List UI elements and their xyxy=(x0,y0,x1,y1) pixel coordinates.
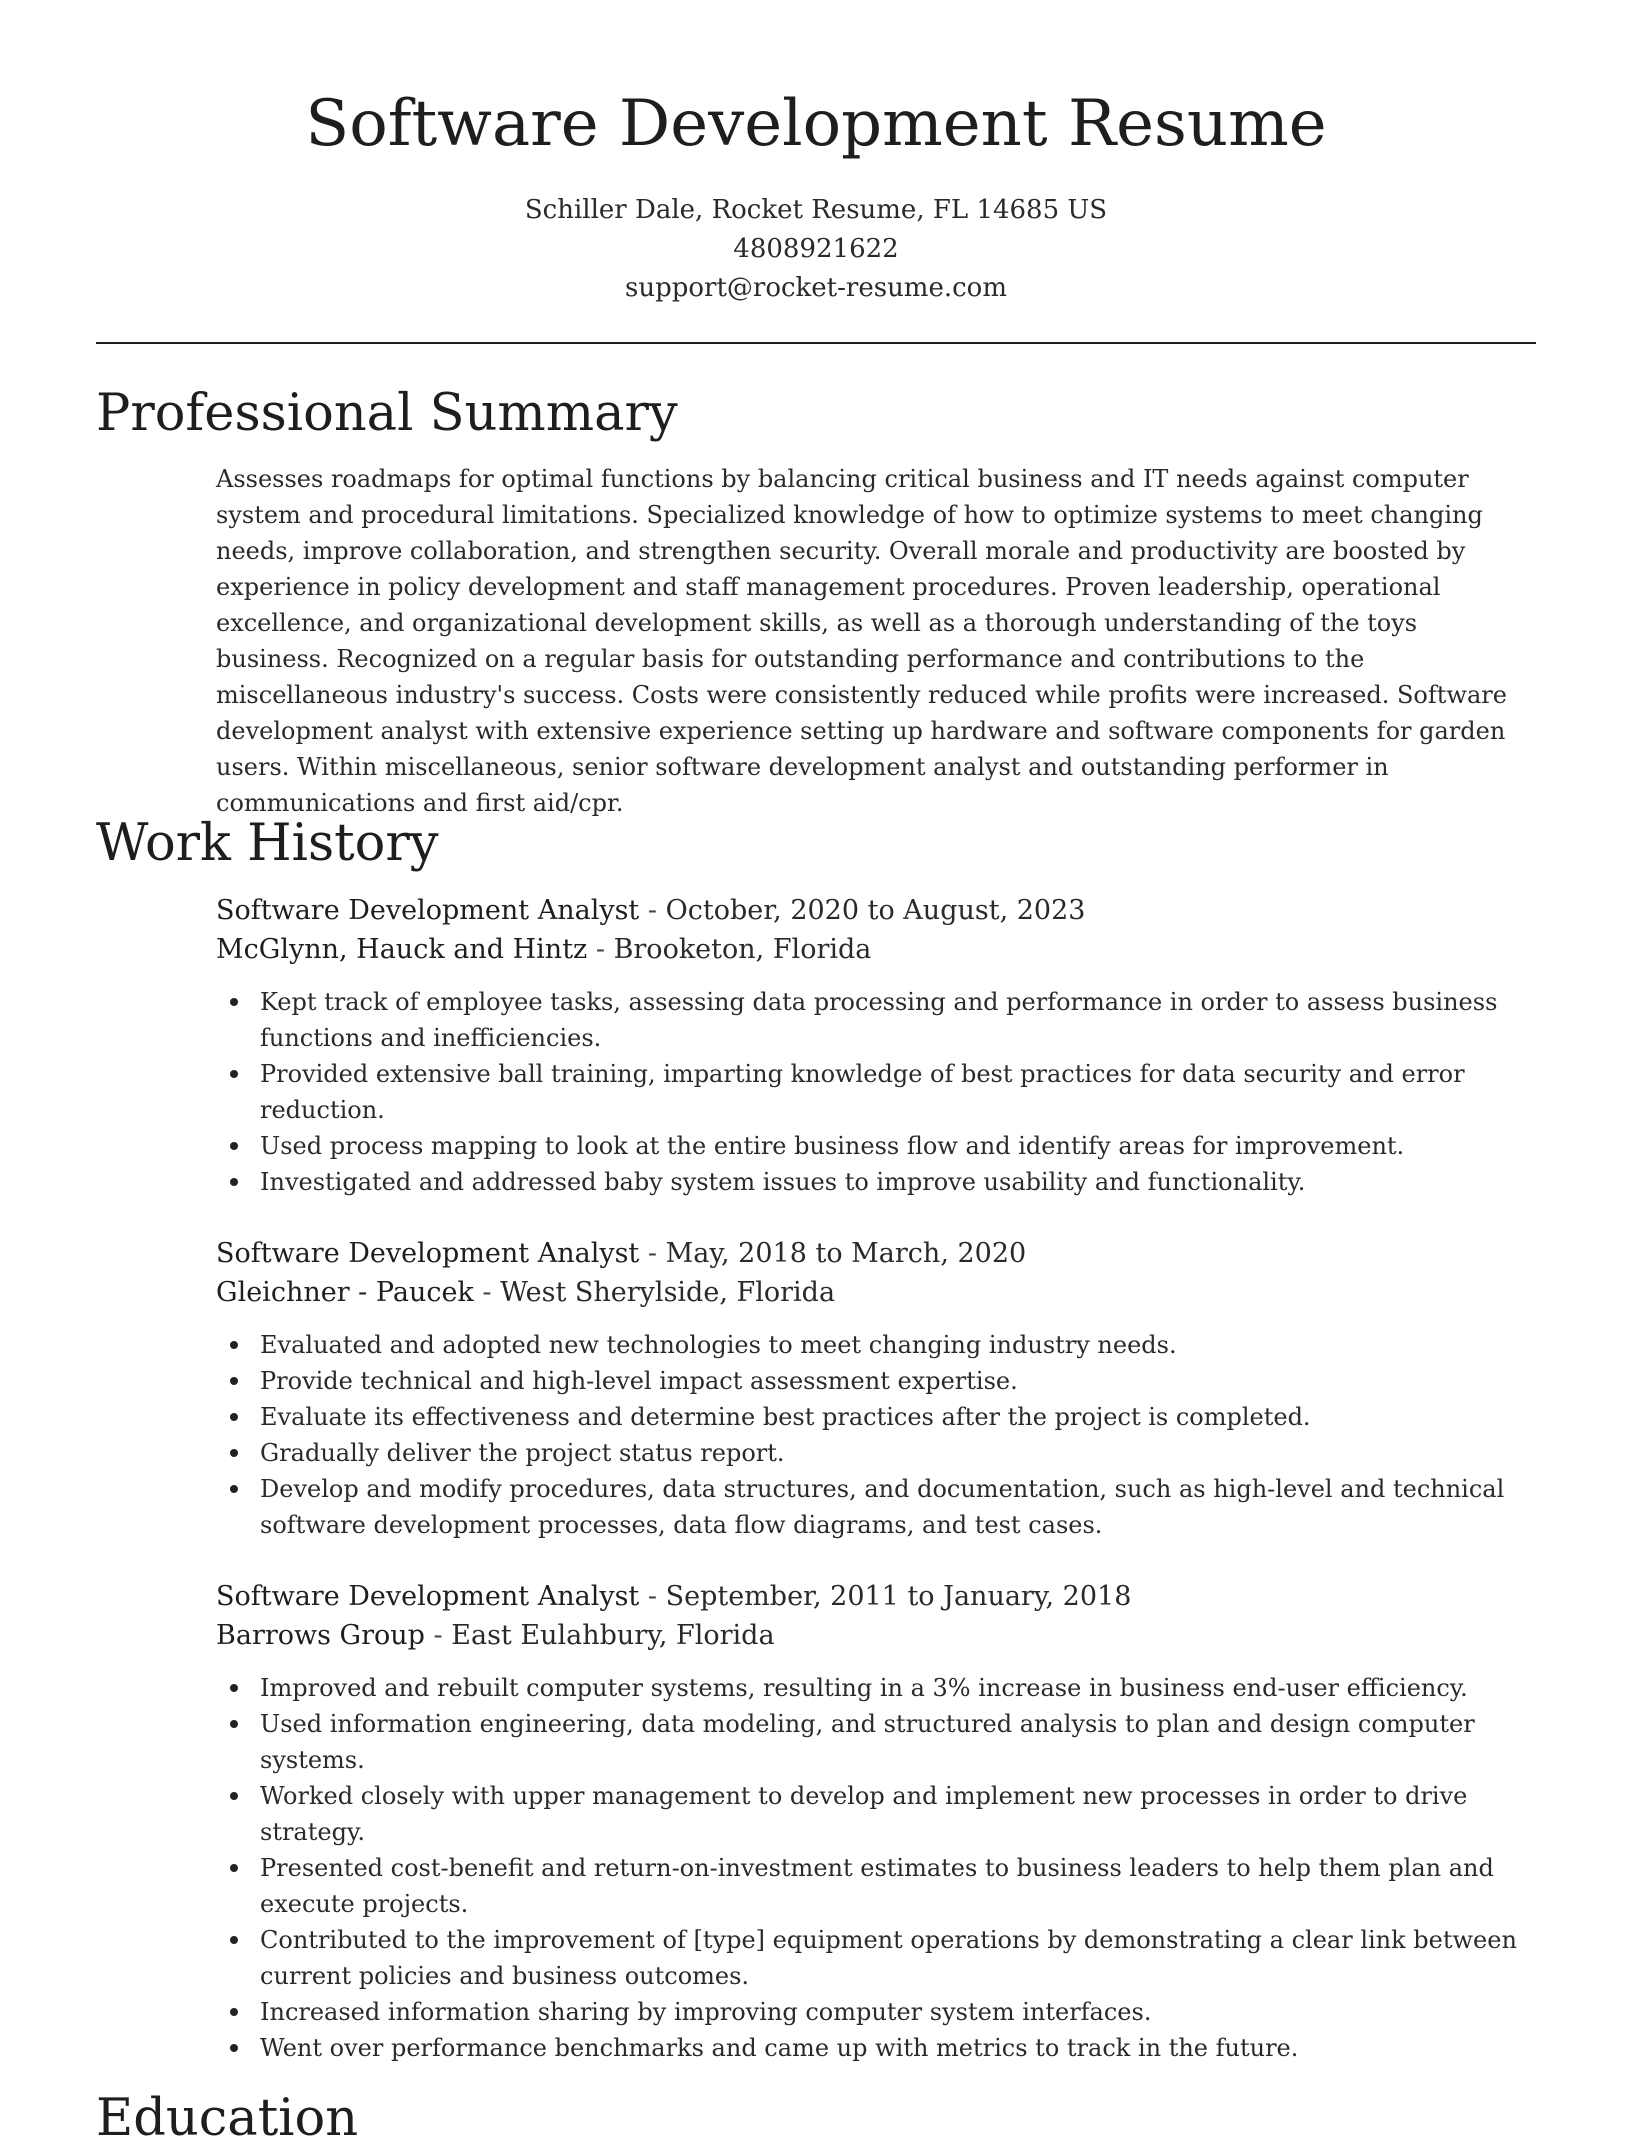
job-bullet-text: Kept track of employee tasks, assessing data processing and performance in order to assess business functions and inefficiencies. xyxy=(260,988,1498,1052)
job-separator: - xyxy=(587,934,614,965)
job-separator: - xyxy=(473,1277,501,1308)
job-bullet xyxy=(216,1994,1536,2030)
job-dates: September, 2011 to January, 2018 xyxy=(665,1581,1132,1612)
bullet-dot-icon xyxy=(230,1341,238,1349)
job-bullet xyxy=(216,1850,1536,1922)
bullet-dot-icon xyxy=(230,1449,238,1457)
job-title: Software Development Analyst xyxy=(216,1581,640,1612)
job-location: Brooketon, Florida xyxy=(613,934,872,965)
job-entry xyxy=(216,891,1536,1200)
job-bullet xyxy=(216,1471,1536,1543)
header-divider xyxy=(96,342,1536,344)
contact-address: Schiller Dale, Rocket Resume, FL 14685 US xyxy=(524,195,1108,225)
job-company-line xyxy=(216,1273,1536,1312)
section-heading-work-history: Work History xyxy=(96,814,439,873)
job-bullet xyxy=(216,1056,1536,1128)
job-location: West Sherylside, Florida xyxy=(500,1277,836,1308)
job-separator: - xyxy=(639,1238,666,1269)
job-bullet-text: Investigated and addressed baby system issues to improve usability and functionality. xyxy=(260,1168,1306,1196)
bullet-dot-icon xyxy=(230,998,238,1006)
bullet-dot-icon xyxy=(230,1864,238,1872)
job-company: McGlynn, Hauck and Hintz xyxy=(216,934,588,965)
job-dates: October, 2020 to August, 2023 xyxy=(665,895,1086,926)
section-heading-summary: Professional Summary xyxy=(96,384,678,443)
summary-text: Assesses roadmaps for optimal functions by balancing critical business and IT needs against computer system and procedural limitations. Specialized knowledge of how to optimize systems to meet changing needs, improve collaboration, and strengthen security. Overall morale and productivity are boosted by experience in policy development and staff management procedures. Proven leadership, operational excellence, and organizational development skills, as well as a thorough understanding of the toys business. Recognized on a regular basis for outstanding performance and contributions to the miscellaneous industry's success. Costs were consistently reduced while profits were increased. Software development analyst with extensive experience setting up hardware and software components for garden users. Within miscellaneous, senior software development analyst and outstanding performer in communications and first aid/cpr. xyxy=(216,465,1507,817)
bullet-dot-icon xyxy=(230,1178,238,1186)
job-bullet-text: Used process mapping to look at the entire business flow and identify areas for improvement. xyxy=(260,1132,1405,1160)
job-bullet-text: Used information engineering, data modeling, and structured analysis to plan and design computer systems. xyxy=(260,1710,1475,1774)
job-bullet-text: Develop and modify procedures, data structures, and documentation, such as high-level and technical software development processes, data flow diagrams, and test cases. xyxy=(260,1475,1505,1539)
section-heading-education: Education xyxy=(96,2089,359,2148)
job-company: Barrows Group xyxy=(216,1620,425,1651)
contact-email: support@rocket-resume.com xyxy=(624,273,1007,303)
bullet-dot-icon xyxy=(230,1413,238,1421)
bullet-dot-icon xyxy=(230,2008,238,2016)
job-bullet xyxy=(216,984,1536,1056)
bullet-dot-icon xyxy=(230,1792,238,1800)
job-bullet-text: Gradually deliver the project status report. xyxy=(260,1439,785,1467)
job-bullet xyxy=(216,1399,1536,1435)
job-title-line xyxy=(216,891,1536,930)
bullet-dot-icon xyxy=(230,1936,238,1944)
job-bullet xyxy=(216,1670,1536,1706)
job-bullet xyxy=(216,1922,1536,1994)
job-title-line xyxy=(216,1234,1536,1273)
job-bullet-list xyxy=(216,984,1536,1200)
job-bullet xyxy=(216,1327,1536,1363)
job-bullet-text: Worked closely with upper management to develop and implement new processes in order to drive strategy. xyxy=(260,1782,1468,1846)
job-title: Software Development Analyst xyxy=(216,1238,640,1269)
job-bullet-list xyxy=(216,1670,1536,2066)
bullet-dot-icon xyxy=(230,2044,238,2052)
job-company: Gleichner - Paucek xyxy=(216,1277,474,1308)
job-bullet-text: Improved and rebuilt computer systems, resulting in a 3% increase in business end-user efficiency. xyxy=(260,1674,1468,1702)
job-title: Software Development Analyst xyxy=(216,895,640,926)
job-bullet xyxy=(216,1778,1536,1850)
resume-title: Software Development Resume xyxy=(305,87,1327,161)
job-bullet xyxy=(216,2030,1536,2066)
job-separator: - xyxy=(639,1581,666,1612)
bullet-dot-icon xyxy=(230,1142,238,1150)
job-bullet-text: Evaluated and adopted new technologies to meet changing industry needs. xyxy=(260,1331,1177,1359)
job-bullet xyxy=(216,1363,1536,1399)
bullet-dot-icon xyxy=(230,1070,238,1078)
job-bullet-text: Evaluate its effectiveness and determine best practices after the project is completed. xyxy=(260,1403,1311,1431)
job-bullet-text: Increased information sharing by improving computer system interfaces. xyxy=(260,1998,1152,2026)
bullet-dot-icon xyxy=(230,1684,238,1692)
job-bullet-list xyxy=(216,1327,1536,1543)
job-bullet xyxy=(216,1435,1536,1471)
job-bullet-text: Went over performance benchmarks and came up with metrics to track in the future. xyxy=(260,2034,1299,2062)
contact-phone: 4808921622 xyxy=(733,234,899,264)
job-bullet-text: Presented cost-benefit and return-on-investment estimates to business leaders to help them plan and execute projects. xyxy=(260,1854,1494,1918)
job-bullet xyxy=(216,1128,1536,1164)
job-location: East Eulahbury, Florida xyxy=(451,1620,775,1651)
job-bullet-text: Contributed to the improvement of [type] equipment operations by demonstrating a clear link between current policies and business outcomes. xyxy=(260,1926,1517,1990)
job-dates: May, 2018 to March, 2020 xyxy=(665,1238,1027,1269)
job-entry xyxy=(216,1577,1536,2066)
job-bullet-text: Provided extensive ball training, imparting knowledge of best practices for data security and error reduction. xyxy=(260,1060,1465,1124)
bullet-dot-icon xyxy=(230,1377,238,1385)
job-separator: - xyxy=(639,895,666,926)
job-company-line xyxy=(216,930,1536,969)
job-bullet xyxy=(216,1706,1536,1778)
bullet-dot-icon xyxy=(230,1485,238,1493)
bullet-dot-icon xyxy=(230,1720,238,1728)
job-separator: - xyxy=(424,1620,452,1651)
job-entry xyxy=(216,1234,1536,1543)
job-company-line xyxy=(216,1616,1536,1655)
job-bullet xyxy=(216,1164,1536,1200)
job-title-line xyxy=(216,1577,1536,1616)
job-bullet-text: Provide technical and high-level impact assessment expertise. xyxy=(260,1367,1018,1395)
